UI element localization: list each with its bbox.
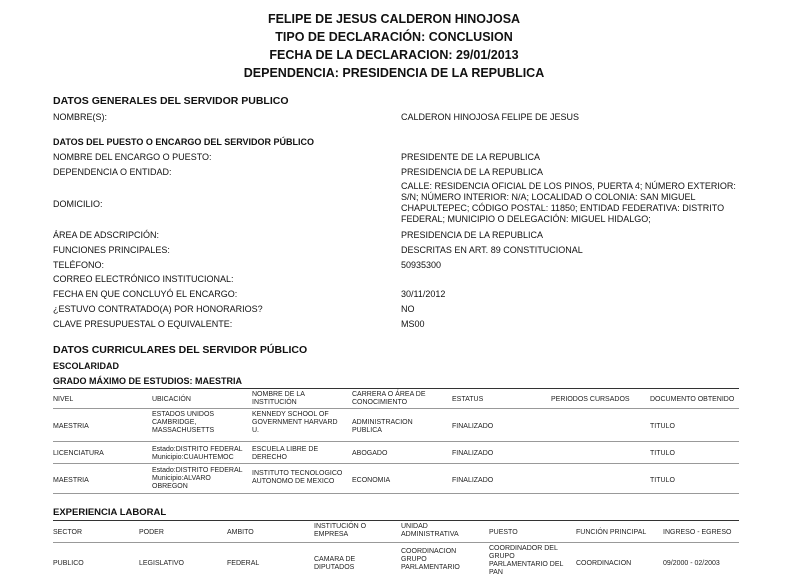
table-cell: COORDINACION GRUPO PARLAMENTARIO [401,548,460,571]
table-cell: ECONOMIA [352,477,391,484]
table-cell: KENNEDY SCHOOL OF GOVERNMENT HARVARD U. [252,411,338,434]
field-label: NOMBRE DEL ENCARGO O PUESTO: [53,152,212,162]
section-datos-generales: DATOS GENERALES DEL SERVIDOR PUBLICO [53,95,289,107]
exp-header-puesto: PUESTO [489,529,518,536]
exp-header-unidad: UNIDAD ADMINISTRATIVA [401,523,459,538]
field-value: 30/11/2012 [401,289,446,299]
declarant-name: FELIPE DE JESUS CALDERON HINOJOSA [267,12,521,26]
field-label: CORREO ELECTRÓNICO INSTITUCIONAL: [53,274,234,284]
divider [53,388,739,389]
exp-header-ingreso: INGRESO - EGRESO [663,529,732,536]
exp-header-poder: PODER [139,529,164,536]
field-value: MS00 [401,319,425,329]
table-cell: ESCUELA LIBRE DE DERECHO [252,446,319,461]
divider [53,441,739,442]
table-cell: ADMINISTRACION PUBLICA [352,419,413,434]
edu-header-nivel: NIVEL [53,396,74,403]
table-cell: LEGISLATIVO [139,560,184,567]
exp-header-ambito: AMBITO [227,529,254,536]
field-value: PRESIDENCIA DE LA REPUBLICA [401,230,544,240]
field-label: FUNCIONES PRINCIPALES: [53,245,170,255]
divider [53,542,739,543]
domicilio-value: CALLE: RESIDENCIA OFICIAL DE LOS PINOS, PUERTA 4; NÚMERO EXTERIOR: S/N; NÚMERO INTERIOR: N/A; LOCALIDAD O COLONIA: SAN MIGUEL CHAPULTEPEC; CÓDIGO POSTAL: 11850; ENTIDAD FEDERATIVA: DISTRITO FEDERAL; MUNICIPIO O DELEGACIÓN: MIGUEL HIDALGO; [401,181,736,224]
table-cell: TITULO [650,477,675,484]
table-cell: INSTITUTO TECNOLOGICO AUTONOMO DE MEXICO [252,470,343,485]
escolaridad-label: ESCOLARIDAD [53,361,120,371]
table-cell: TITULO [650,450,675,457]
nombre-label: NOMBRE(S): [53,112,107,122]
exp-header-funcion: FUNCIÓN PRINCIPAL [576,529,647,536]
declaration-type: TIPO DE DECLARACIÓN: CONCLUSION [275,30,513,44]
field-label: TELÉFONO: [53,260,105,270]
edu-header-ubicacion: UBICACIÓN [152,396,191,403]
divider [53,493,739,494]
grado-maximo: GRADO MÁXIMO DE ESTUDIOS: MAESTRIA [53,376,243,386]
table-cell: FINALIZADO [452,423,494,430]
field-label: DEPENDENCIA O ENTIDAD: [53,167,172,177]
table-cell: LICENCIATURA [53,450,104,457]
table-cell: FINALIZADO [452,450,494,457]
divider [53,520,739,521]
table-cell: MAESTRIA [53,477,89,484]
field-label: ¿ESTUVO CONTRATADO(A) POR HONORARIOS? [53,304,263,314]
edu-header-institucion: NOMBRE DE LA INSTITUCIÓN [252,391,305,406]
nombre-value: CALDERON HINOJOSA FELIPE DE JESUS [401,112,580,122]
field-label: CLAVE PRESUPUESTAL O EQUIVALENTE: [53,319,233,329]
field-label: ÁREA DE ADSCRIPCIÓN: [53,230,160,240]
divider [53,408,739,409]
edu-header-estatus: ESTATUS [452,396,484,403]
section-experiencia: EXPERIENCIA LABORAL [53,507,167,518]
table-cell: COORDINACION [576,560,632,567]
table-cell: PUBLICO [53,560,84,567]
edu-header-carrera: CARRERA O ÁREA DE CONOCIMIENTO [352,391,426,406]
table-cell: Estado:DISTRITO FEDERAL Municipio:CUAUHTEMOC [152,446,243,461]
table-cell: FEDERAL [227,560,260,567]
field-label: DOMICILIO: [53,199,103,209]
field-label: FECHA EN QUE CONCLUYÓ EL ENCARGO: [53,289,238,299]
field-value: PRESIDENTE DE LA REPUBLICA [401,152,541,162]
table-cell: Estado:DISTRITO FEDERAL Municipio:ALVARO OBREGON [152,467,243,490]
section-puesto: DATOS DEL PUESTO O ENCARGO DEL SERVIDOR PÚBLICO [53,137,315,147]
table-cell: CAMARA DE DIPUTADOS [314,556,356,571]
divider [53,463,739,464]
table-cell: COORDINADOR DEL GRUPO PARLAMENTARIO DEL PAN [489,545,564,576]
dependencia-heading: DEPENDENCIA: PRESIDENCIA DE LA REPUBLICA [243,66,545,80]
field-value: PRESIDENCIA DE LA REPUBLICA [401,167,544,177]
edu-header-periodos: PERIODOS CURSADOS [551,396,630,403]
table-cell: ESTADOS UNIDOS CAMBRIDGE, MASSACHUSETTS [152,411,215,434]
declaration-date: FECHA DE LA DECLARACION: 29/01/2013 [269,48,519,62]
table-cell: FINALIZADO [452,477,494,484]
table-cell: 09/2000 - 02/2003 [663,560,720,567]
edu-header-documento: DOCUMENTO OBTENIDO [650,396,735,403]
field-value: 50935300 [401,260,442,270]
table-cell: MAESTRIA [53,423,89,430]
field-value: NO [401,304,415,314]
field-value: DESCRITAS EN ART. 89 CONSTITUCIONAL [401,245,583,255]
exp-header-sector: SECTOR [53,529,83,536]
table-cell: ABOGADO [352,450,388,457]
section-curriculares: DATOS CURRICULARES DEL SERVIDOR PÚBLICO [53,344,308,356]
exp-header-institucion: INSTITUCIÓN O EMPRESA [314,523,367,538]
table-cell: TITULO [650,423,675,430]
